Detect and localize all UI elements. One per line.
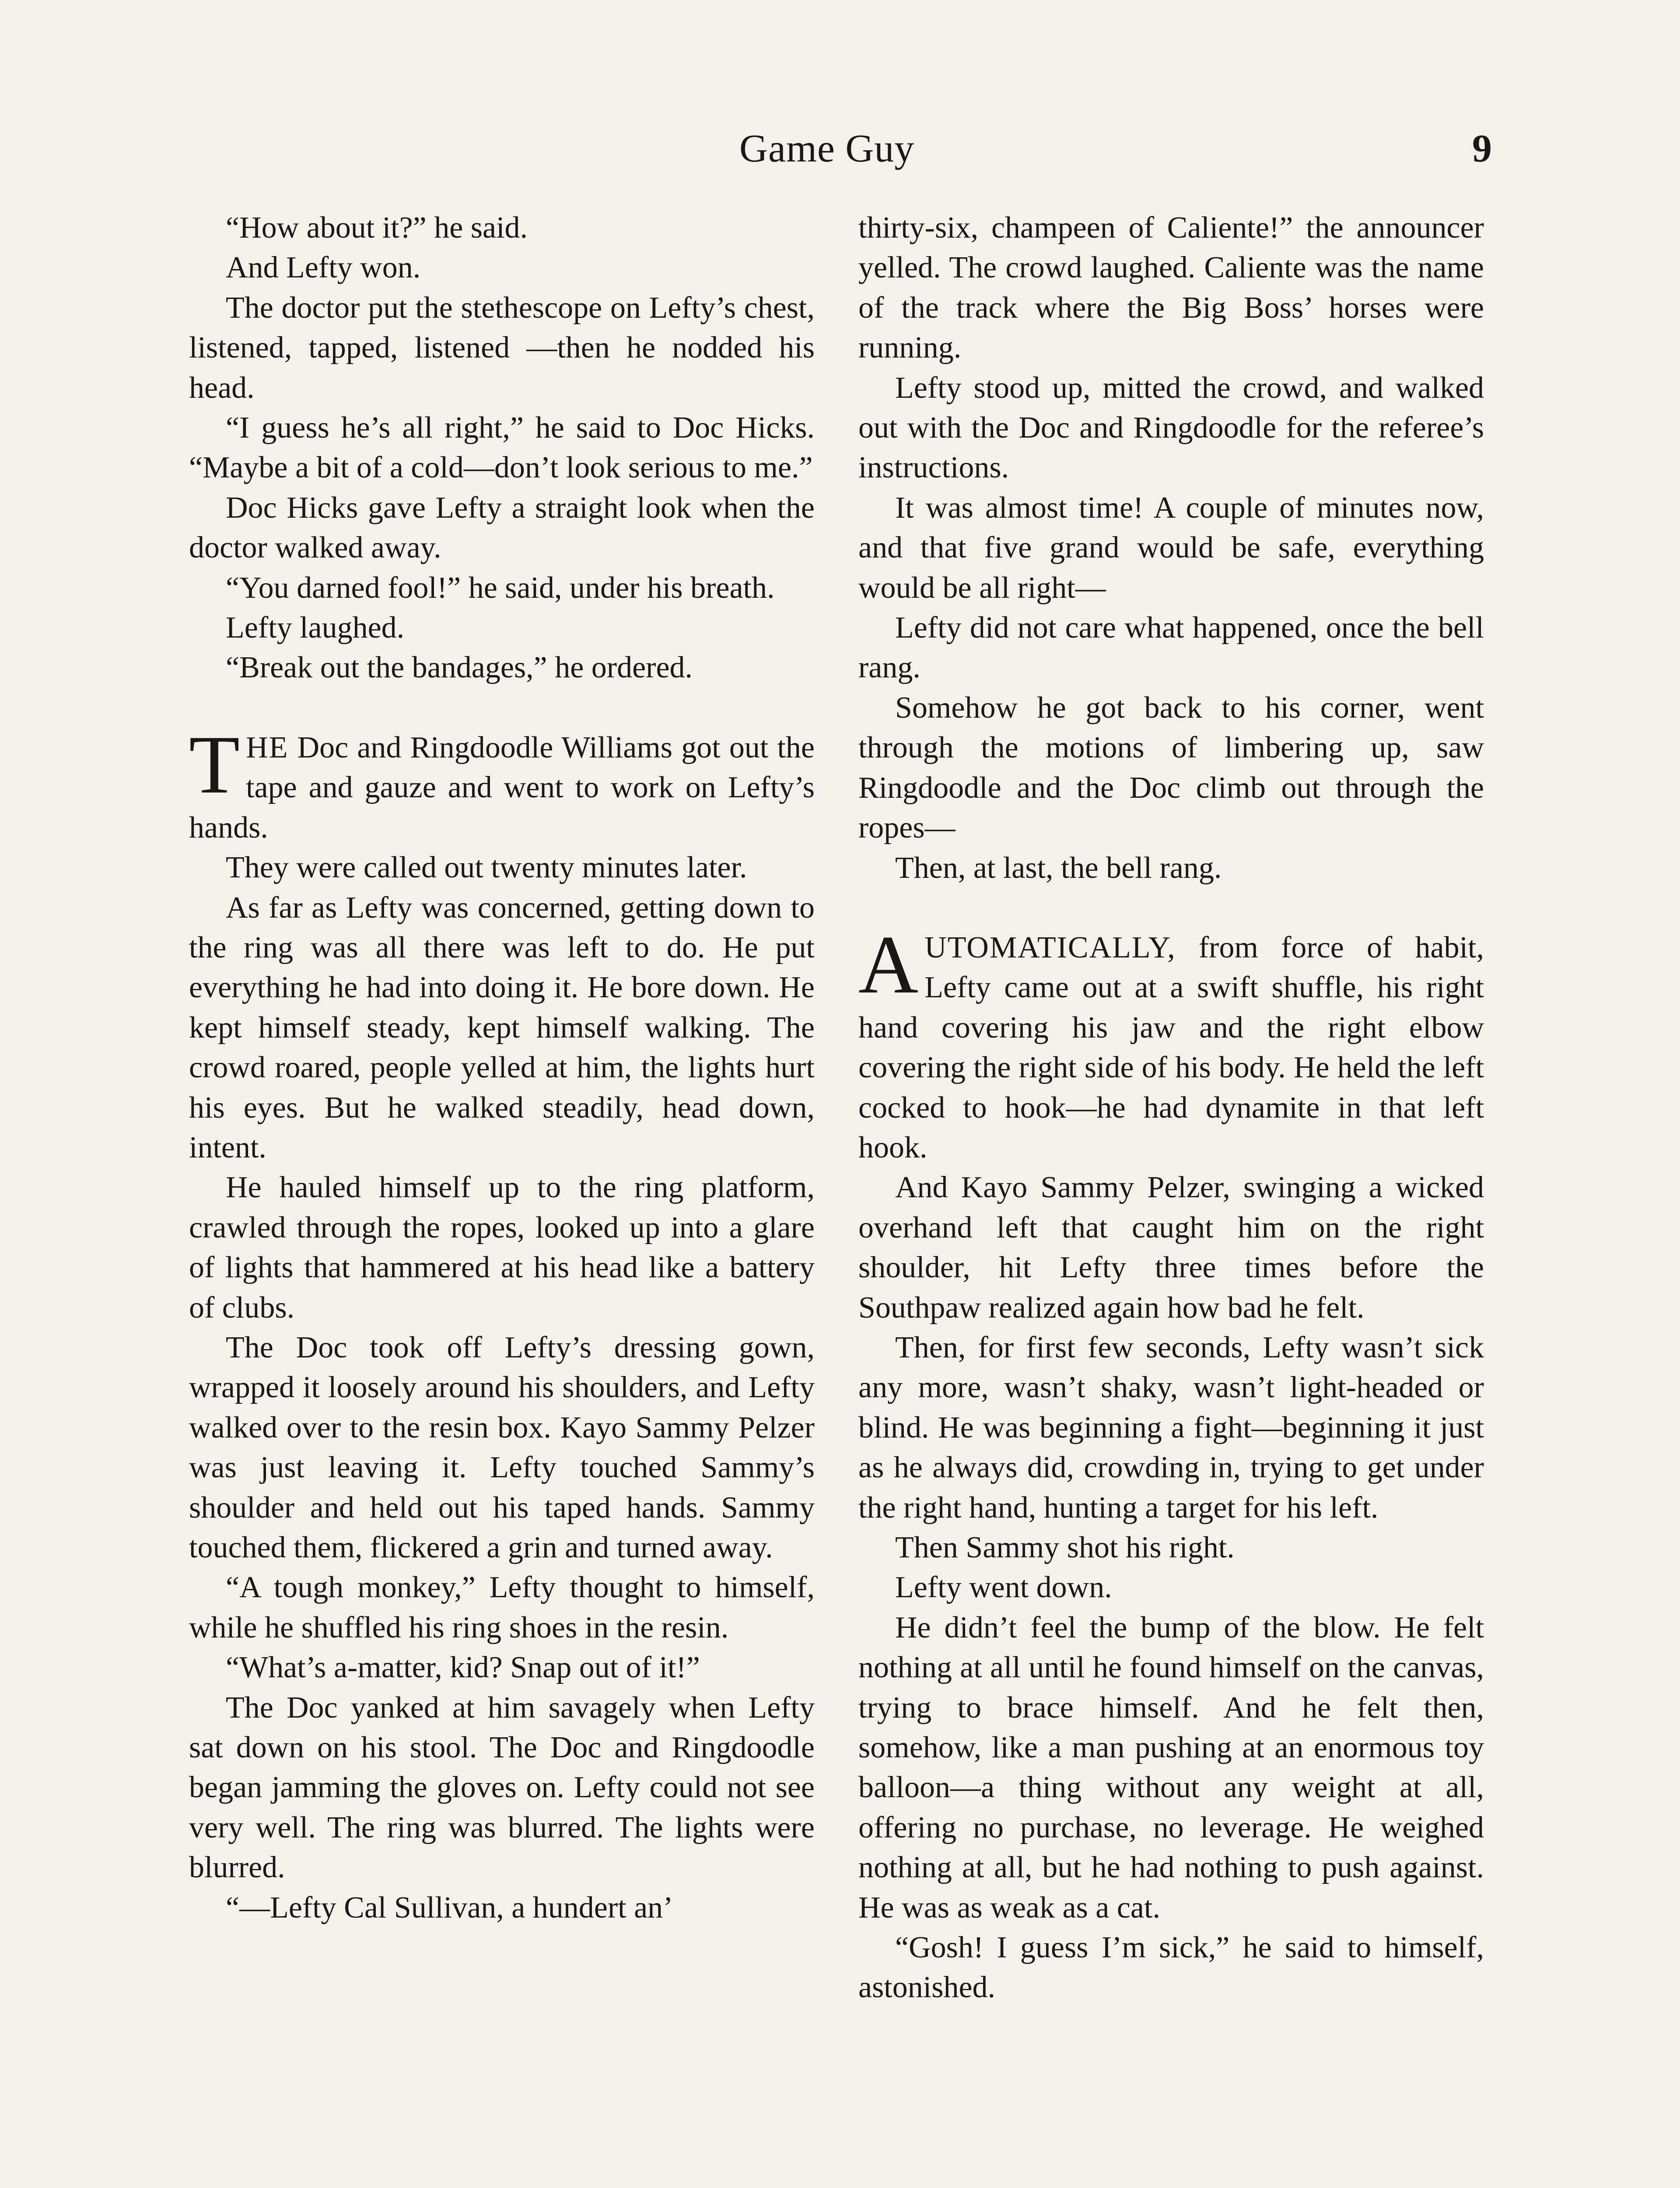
paragraph: “Break out the bandages,” he ordered.	[226, 651, 693, 685]
paragraph: “—Lefty Cal Sullivan, a hundert an’	[226, 1890, 673, 1925]
right-column	[858, 208, 1484, 2008]
paragraph: They were called out twenty minutes later.	[226, 851, 747, 885]
page-number: 9	[1472, 127, 1492, 170]
paragraph: The Doc yanked at him savagely when Lefty sat down on his stool. The Doc and Ringdoodle began jamming the gloves on. Lefty could not see very well. The ring was blurred. The lights were blurred.	[189, 1690, 815, 1885]
paragraph: He didn’t feel the bump of the blow. He felt nothing at all until he found himself on the canvas, trying to brace himself. And he felt then, somehow, like a man pushing at an enormous toy balloon—a thing without any weight at all, offering no purchase, no leverage. He weighed nothing at all, but he had nothing to push against. He was as weak as a cat.	[858, 1610, 1484, 1925]
paragraph-continued: thirty-six, champeen of Caliente!” the announcer yelled. The crowd laughed. Caliente was the name of the track where the Big Boss’ horses were running.	[858, 211, 1484, 365]
paragraph-text: from force of habit, Lefty came out at a swift shuffle, his right hand covering his jaw and the right elbow covering the right side of his body. He held the left cocked to hook—he had dynamite in that left hook.	[858, 930, 1484, 1164]
paragraph: The doctor put the stethescope on Lefty’s chest, listened, tapped, listened —then he nodded his head.	[189, 291, 815, 405]
paragraph: Lefty laughed.	[226, 611, 405, 645]
paragraph: Lefty went down.	[895, 1571, 1112, 1605]
running-title: Game Guy	[739, 127, 915, 170]
paragraph: Then, at last, the bell rang.	[895, 851, 1222, 885]
paragraph: Then Sammy shot his right.	[895, 1531, 1235, 1564]
paragraph: Somehow he got back to his corner, went through the motions of limbering up, saw Ringdoodle and the Doc climb out through the ropes—	[858, 691, 1484, 845]
drop-cap: A	[858, 919, 919, 1011]
paragraph: The Doc took off Lefty’s dressing gown, wrapped it loosely around his shoulders, and Lefty walked over to the resin box. Kayo Sammy Pelzer was just leaving it. Lefty touched Sammy’s shoulder and held out his taped hands. Sammy touched them, flickered a grin and turned away.	[189, 1330, 815, 1564]
small-caps-lead: HE	[246, 730, 289, 764]
section-opening-paragraph	[858, 919, 1484, 1168]
paragraph: Doc Hicks gave Lefty a straight look when the doctor walked away.	[189, 491, 815, 565]
paragraph: “A tough monkey,” Lefty thought to himself, while he shuffled his ring shoes in the resin.	[189, 1571, 815, 1645]
paragraph: Lefty stood up, mitted the crowd, and walked out with the Doc and Ringdoodle for the referee’s instructions.	[858, 371, 1484, 485]
paragraph: Lefty did not care what happened, once the bell rang.	[858, 611, 1484, 685]
paragraph: “I guess he’s all right,” he said to Doc Hicks. “Maybe a bit of a cold—don’t look serious to me.”	[189, 411, 815, 485]
paragraph: And Kayo Sammy Pelzer, swinging a wicked overhand left that caught him on the right shoulder, hit Lefty three times before the Southpaw realized again how bad he felt.	[858, 1171, 1484, 1325]
section-opening-paragraph	[189, 719, 815, 848]
page-header	[0, 118, 1680, 184]
paragraph: Then, for first few seconds, Lefty wasn’t sick any more, wasn’t shaky, wasn’t light-headed or blind. He was beginning a fight—beginning it just as he always did, crowding in, trying to get under the right hand, hunting a target for his left.	[858, 1330, 1484, 1525]
paragraph: “You darned fool!” he said, under his breath.	[226, 571, 775, 605]
paragraph: “Gosh! I guess I’m sick,” he said to himself, astonished.	[858, 1931, 1484, 2005]
paragraph: He hauled himself up to the ring platform, crawled through the ropes, looked up into a glare of lights that hammered at his head like a battery of clubs.	[189, 1171, 815, 1325]
small-caps-lead: UTOMATICALLY,	[924, 930, 1176, 964]
paragraph-text: Doc and Ringdoodle Williams got out the tape and gauze and went to work on Lefty’s hands.	[189, 730, 815, 845]
paragraph: “How about it?” he said.	[226, 211, 528, 245]
paragraph: “What’s a-matter, kid? Snap out of it!”	[226, 1651, 700, 1685]
drop-cap: T	[189, 719, 240, 811]
paragraph: As far as Lefty was concerned, getting down to the ring was all there was left to do. He put everything he had into doing it. He bore down. He kept himself steady, kept himself walking. The crowd roared, people yelled at him, the lights hurt his eyes. But he walked steadily, head down, intent.	[189, 891, 815, 1164]
paragraph: It was almost time! A couple of minutes now, and that five grand would be safe, everything would be all right—	[858, 491, 1484, 605]
paragraph: And Lefty won.	[226, 251, 421, 285]
left-column	[189, 208, 815, 1928]
